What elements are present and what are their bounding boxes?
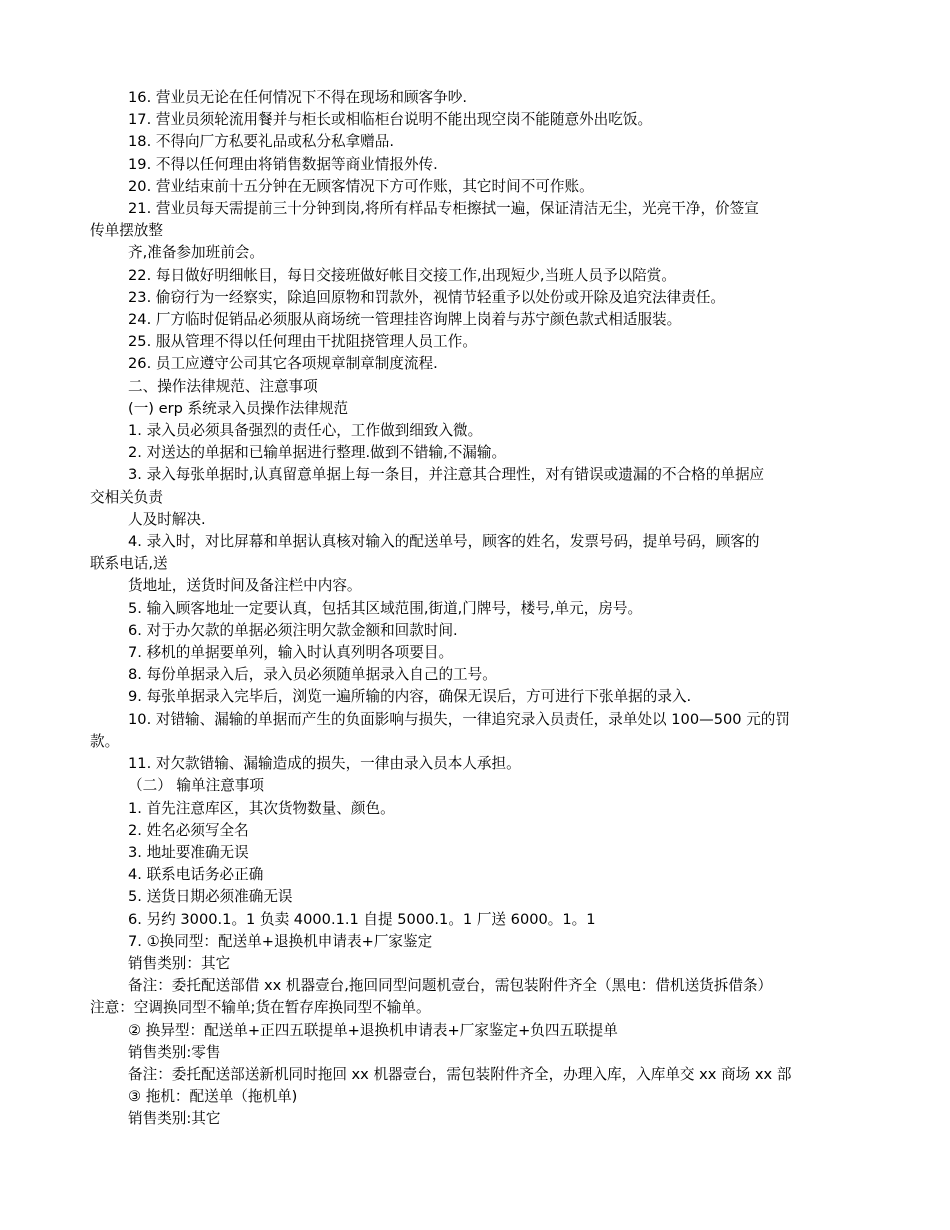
document-line: 齐,准备参加班前会。: [128, 244, 264, 262]
document-line: 11. 对欠款错输、漏输造成的损失，一律由录入员本人承担。: [128, 755, 521, 773]
document-line: (一) erp 系统录入员操作法律规范: [128, 399, 349, 417]
document-line: 款。: [90, 732, 120, 750]
document-line: （二） 输单注意事项: [128, 777, 264, 795]
document-line: 6. 另约 3000.1。1 负卖 4000.1.1 自提 5000.1。1 厂送 6000。1。1: [128, 910, 596, 928]
document-line: 销售类别：其它: [128, 954, 231, 972]
document-line: ② 换异型：配送单+正四五联提单+退换机申请表+厂家鉴定+负四五联提单: [128, 1021, 618, 1039]
document-line: 9. 每张单据录入完毕后，浏览一遍所输的内容，确保无误后，方可进行下张单据的录入.: [128, 688, 692, 706]
document-line: 3. 录入每张单据时,认真留意单据上每一条目，并注意其合理性，对有错误或遗漏的不合格的单据应: [128, 466, 765, 484]
document-line: 人及时解决.: [128, 510, 206, 528]
document-line: 2. 对送达的单据和已输单据进行整理.做到不错输,不漏输。: [128, 444, 507, 462]
document-line: 注意：空调换同型不输单;货在暂存库换同型不输单。: [90, 999, 431, 1017]
document-line: 货地址，送货时间及备注栏中内容。: [128, 577, 362, 595]
document-line: 备注：委托配送部借 xx 机器壹台,拖回同型问题机壹台，需包装附件齐全（黑电：借机送货拆借条）: [128, 977, 773, 995]
document-line: 销售类别:零售: [128, 1043, 221, 1061]
document-line: 16. 营业员无论在任何情况下不得在现场和顾客争吵.: [128, 89, 467, 106]
document-line: 交相关负责: [90, 488, 163, 506]
document-line: 3. 地址要准确无误: [128, 843, 249, 861]
document-line: 17. 营业员须轮流用餐并与柜长或相临柜台说明不能出现空岗不能随意外出吃饭。: [128, 111, 653, 129]
document-line: 25. 服从管理不得以任何理由干扰阻挠管理人员工作。: [128, 333, 477, 351]
document-line: 传单摆放整: [90, 222, 163, 240]
document-line: 8. 每份单据录入后，录入员必须随单据录入自己的工号。: [128, 666, 497, 684]
document-line: 4. 录入时，对比屏幕和单据认真核对输入的配送单号，顾客的姓名，发票号码，提单号码，顾客的: [128, 533, 760, 551]
document-line: 22. 每日做好明细帐目，每日交接班做好帐目交接工作,出现短少,当班人员予以陪赏。: [128, 266, 676, 284]
document-line: 10. 对错输、漏输的单据而产生的负面影响与损失，一律追究录入员责任，录单处以 100—500 元的罚: [128, 710, 790, 728]
document-line: 联系电话,送: [90, 555, 168, 573]
document-line: 7. 移机的单据要单列，输入时认真列明各项要目。: [128, 644, 454, 662]
document-line: 5. 送货日期必须准确无误: [128, 888, 293, 906]
document-line: 21. 营业员每天需提前三十分钟到岗,将所有样品专柜擦拭一遍，保证清洁无尘，光亮干净，价签宣: [128, 200, 759, 218]
document-line: 5. 输入顾客地址一定要认真，包括其区域范围,街道,门牌号，楼号,单元，房号。: [128, 599, 643, 617]
document-line: 备注：委托配送部送新机同时拖回 xx 机器壹台，需包装附件齐全，办理入库，入库单交 xx 商场 xx 部: [128, 1065, 792, 1083]
document-body: [90, 87, 862, 1131]
document-line: ③ 拖机：配送单（拖机单): [128, 1088, 298, 1106]
document-line: 1. 首先注意库区，其次货物数量、颜色。: [128, 799, 395, 817]
document-line: 6. 对于办欠款的单据必须注明欠款金额和回款时间.: [128, 621, 458, 639]
document-line: 二、操作法律规范、注意事项: [128, 377, 318, 395]
document-line: 23. 偷窃行为一经察实，除追回原物和罚款外，视情节轻重予以处份或开除及追究法律责任。: [128, 288, 726, 306]
document-line: 7. ①换同型：配送单+退换机申请表+厂家鉴定: [128, 932, 433, 950]
document-line: 19. 不得以任何理由将销售数据等商业情报外传.: [128, 155, 438, 173]
document-line: 18. 不得向厂方私要礼品或私分私拿赠品.: [128, 133, 394, 151]
document-line: 1. 录入员必须具备强烈的责任心，工作做到细致入微。: [128, 422, 483, 440]
document-line: 20. 营业结束前十五分钟在无顾客情况下方可作账，其它时间不可作账。: [128, 177, 594, 195]
document-line: 销售类别:其它: [128, 1110, 221, 1128]
document-line: 26. 员工应遵守公司其它各项规章制章制度流程.: [128, 355, 438, 373]
document-line: 24. 厂方临时促销品必须服从商场统一管理挂咨询牌上岗着与苏宁颜色款式相适服装。: [128, 311, 682, 329]
document-line: 2. 姓名必须写全名: [128, 821, 249, 839]
document-line: 4. 联系电话务必正确: [128, 866, 264, 884]
